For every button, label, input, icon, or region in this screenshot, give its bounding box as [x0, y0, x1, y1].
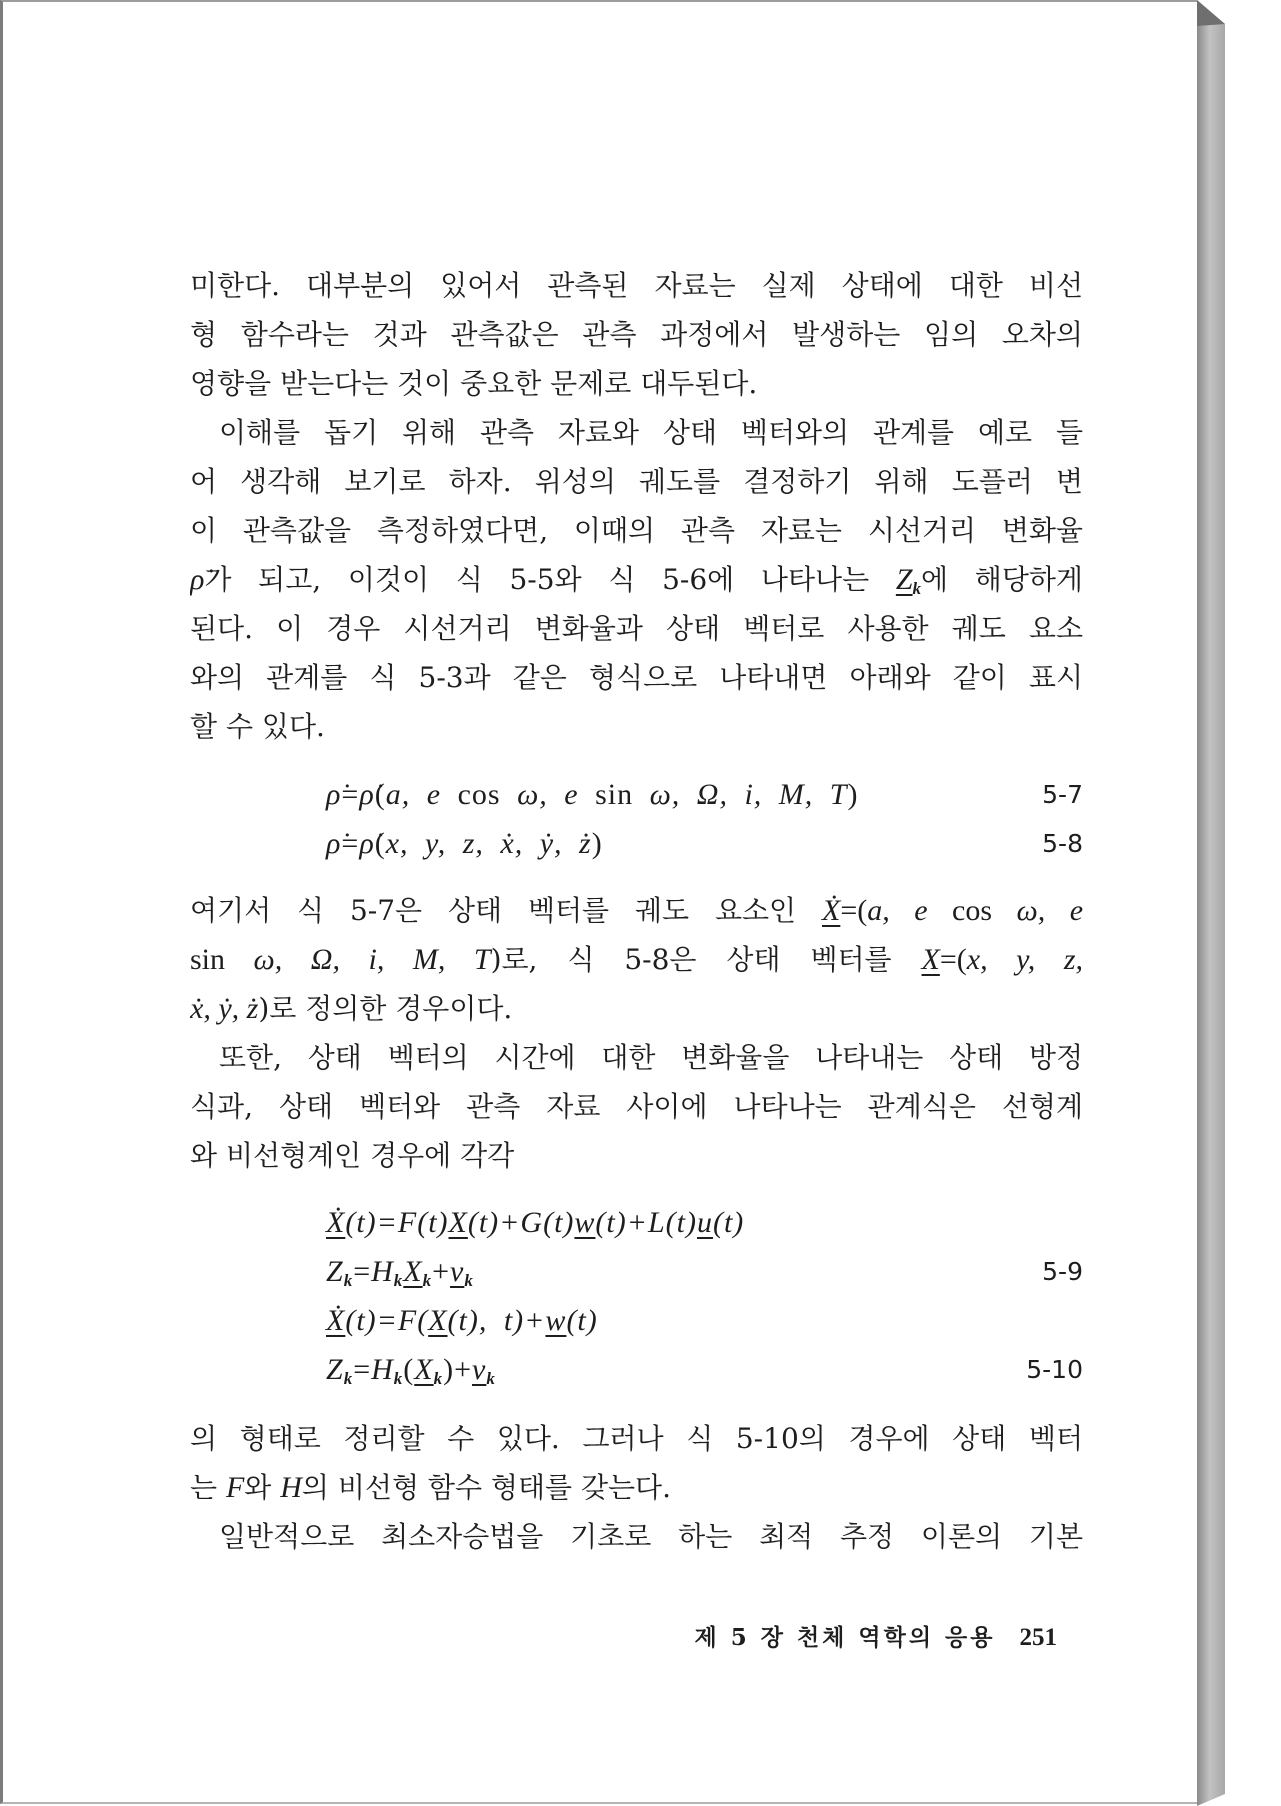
equation-operator: = [341, 827, 360, 860]
paragraph [190, 408, 1083, 751]
equation-term: ρ̇ [326, 827, 342, 860]
math-operator: =( [939, 943, 967, 976]
equation [190, 1247, 1083, 1296]
text-line: 와의 관계를 식 5-3과 같은 형식으로 나타내면 아래와 같이 표시 [190, 661, 1083, 694]
math-term: ω, Ω, i, M, T [253, 943, 491, 976]
equation-term: (t) [712, 1206, 745, 1239]
text-line: 미한다. 대부분의 있어서 관측된 자료는 실제 상태에 대한 비선 [190, 269, 1083, 302]
text-line: 할 수 있다. [190, 710, 325, 743]
equation-operator: = [353, 1255, 372, 1288]
equation [190, 770, 1083, 819]
equation-term: a, e [385, 778, 442, 811]
equation-block [190, 770, 1083, 868]
equation-operator: + [432, 1255, 451, 1288]
subscript: k [464, 1271, 474, 1290]
text-line: 일반적으로 최소자승법을 기초로 하는 최적 추정 이론의 기본 [219, 1520, 1083, 1553]
equation [190, 1198, 1083, 1247]
equation [190, 1345, 1083, 1394]
vector-symbol: X [921, 943, 940, 976]
subscript: k [486, 1369, 496, 1388]
equation-number: 5-10 [1026, 1355, 1083, 1384]
equation-function: sin [578, 778, 650, 811]
equation-block [190, 1198, 1083, 1394]
equation-term: ω, Ω, i, M, T [649, 778, 848, 811]
text-run: 가 되고, 이것이 식 5-5와 식 5-6에 나타나는 [204, 563, 896, 596]
paragraph [190, 1414, 1083, 1512]
math-function: sin [190, 943, 254, 976]
vector-symbol: v [472, 1353, 487, 1386]
vector-symbol: u [696, 1206, 713, 1239]
text-line [190, 935, 1083, 984]
equation-term: (t)=F(t) [345, 1206, 449, 1239]
vector-symbol: X [403, 1255, 423, 1288]
vector-symbol: Ẋ [822, 894, 841, 927]
equation-operator: = [353, 1353, 372, 1386]
page-corner-fold [1197, 0, 1225, 26]
vector-symbol: w [574, 1206, 596, 1239]
equation-term: H [371, 1255, 394, 1288]
text-run: )로, 식 5-8은 상태 벡터를 [490, 943, 922, 976]
equation-term: (t)=F( [345, 1304, 429, 1337]
equation-term: x, y, z, ẋ, ẏ, ż [385, 827, 592, 860]
subscript: k [433, 1369, 444, 1388]
text-line: 이해를 돕기 위해 관측 자료와 상태 벡터와의 관계를 예로 들 [219, 416, 1083, 449]
equation-operator: ( [374, 827, 386, 860]
equation-operator: ) [591, 827, 603, 860]
equation-operator: ( [403, 1353, 415, 1386]
equation-term: Z [326, 1353, 344, 1386]
subscript: k [343, 1271, 354, 1290]
subscript: k [393, 1369, 404, 1388]
equation-term: (t) [566, 1304, 598, 1337]
text-run: 는 [190, 1471, 226, 1504]
text-line [190, 1463, 1083, 1512]
text-line [190, 984, 1083, 1033]
page-footer [560, 1620, 1057, 1658]
text-line: 식과, 상태 벡터와 관측 자료 사이에 나타나는 관계식은 선형계 [190, 1090, 1083, 1123]
subscript: k [343, 1369, 354, 1388]
math-operator: =( [840, 894, 868, 927]
text-run: 와 [244, 1471, 281, 1504]
text-line: 의 형태로 정리할 수 있다. 그러나 식 5-10의 경우에 상태 벡터 [190, 1422, 1083, 1455]
vector-symbol: Z [895, 563, 913, 596]
paragraph [190, 1512, 1083, 1561]
page-number: 251 [1019, 1624, 1057, 1651]
equation-term: ρ̇ [326, 778, 342, 811]
footer-chapter-title: 제 5 장 천체 역학의 응용 [694, 1624, 996, 1651]
math-term: ẋ, ẏ, ż [190, 992, 259, 1025]
math-term: H [280, 1471, 302, 1504]
text-run: )로 정의한 경우이다. [258, 992, 513, 1025]
equation-term: H [371, 1353, 394, 1386]
vector-symbol: w [545, 1304, 567, 1337]
equation-number: 5-9 [1042, 1257, 1083, 1286]
equation-term: ρ̇ [359, 778, 375, 811]
text-run: 에 해당하게 [921, 563, 1083, 596]
text-line: 또한, 상태 벡터의 시간에 대한 변화율을 나타내는 상태 방정 [219, 1041, 1083, 1074]
equation-term: Z [326, 1255, 344, 1288]
text-run: 여기서 식 5-7은 상태 벡터를 궤도 요소인 [190, 894, 822, 927]
equation-operator: = [341, 778, 360, 811]
math-term: ω, e [1016, 894, 1083, 927]
equation-operator: ) [847, 778, 859, 811]
equation [190, 819, 1083, 868]
vector-symbol: X [448, 1206, 468, 1239]
vector-symbol: X [414, 1353, 434, 1386]
equation-function: cos [441, 778, 518, 811]
math-term: F [225, 1471, 245, 1504]
subscript: k [912, 579, 922, 598]
equation-term: ρ̇ [359, 827, 375, 860]
page-edge-shadow [1197, 0, 1225, 1806]
math-function: cos [927, 894, 1017, 927]
math-term: a, e [867, 894, 928, 927]
text-line: 와 비선형계인 경우에 각각 [190, 1139, 515, 1172]
equation-operator: )+ [443, 1353, 473, 1386]
equation-number: 5-8 [1042, 829, 1083, 858]
text-line: 어 생각해 보기로 하자. 위성의 궤도를 결정하기 위해 도플러 변 [190, 465, 1083, 498]
equation [190, 1296, 1083, 1345]
text-line: 영향을 받는다는 것이 중요한 문제로 대두된다. [190, 367, 758, 400]
text-line [190, 555, 1083, 604]
text-line: 이 관측값을 측정하였다면, 이때의 관측 자료는 시선거리 변화율 [190, 514, 1083, 547]
text-line: 된다. 이 경우 시선거리 변화율과 상태 벡터로 사용한 궤도 요소 [190, 612, 1083, 645]
paragraph [190, 261, 1083, 408]
paragraph [190, 886, 1083, 1033]
paragraph [190, 1033, 1083, 1180]
vector-symbol: X [428, 1304, 448, 1337]
equation-number: 5-7 [1042, 780, 1083, 809]
text-run: 의 비선형 함수 형태를 갖는다. [301, 1471, 671, 1504]
equation-operator: ( [374, 778, 386, 811]
equation-term: (t)+G(t) [467, 1206, 575, 1239]
equation-term: (t), t)+ [447, 1304, 546, 1337]
text-line [190, 886, 1083, 935]
vector-symbol: v [450, 1255, 465, 1288]
equation-term: (t)+L(t) [595, 1206, 697, 1239]
subscript: k [422, 1271, 433, 1290]
vector-symbol: Ẋ [326, 1206, 346, 1239]
text-line: 형 함수라는 것과 관측값은 관측 과정에서 발생하는 임의 오차의 [190, 318, 1083, 351]
rho-dot-symbol: ρ̇ [190, 563, 205, 596]
math-term: x, y, z, [966, 943, 1083, 976]
subscript: k [393, 1271, 404, 1290]
vector-symbol: Ẋ [326, 1304, 346, 1337]
equation-term: ω, e [517, 778, 579, 811]
